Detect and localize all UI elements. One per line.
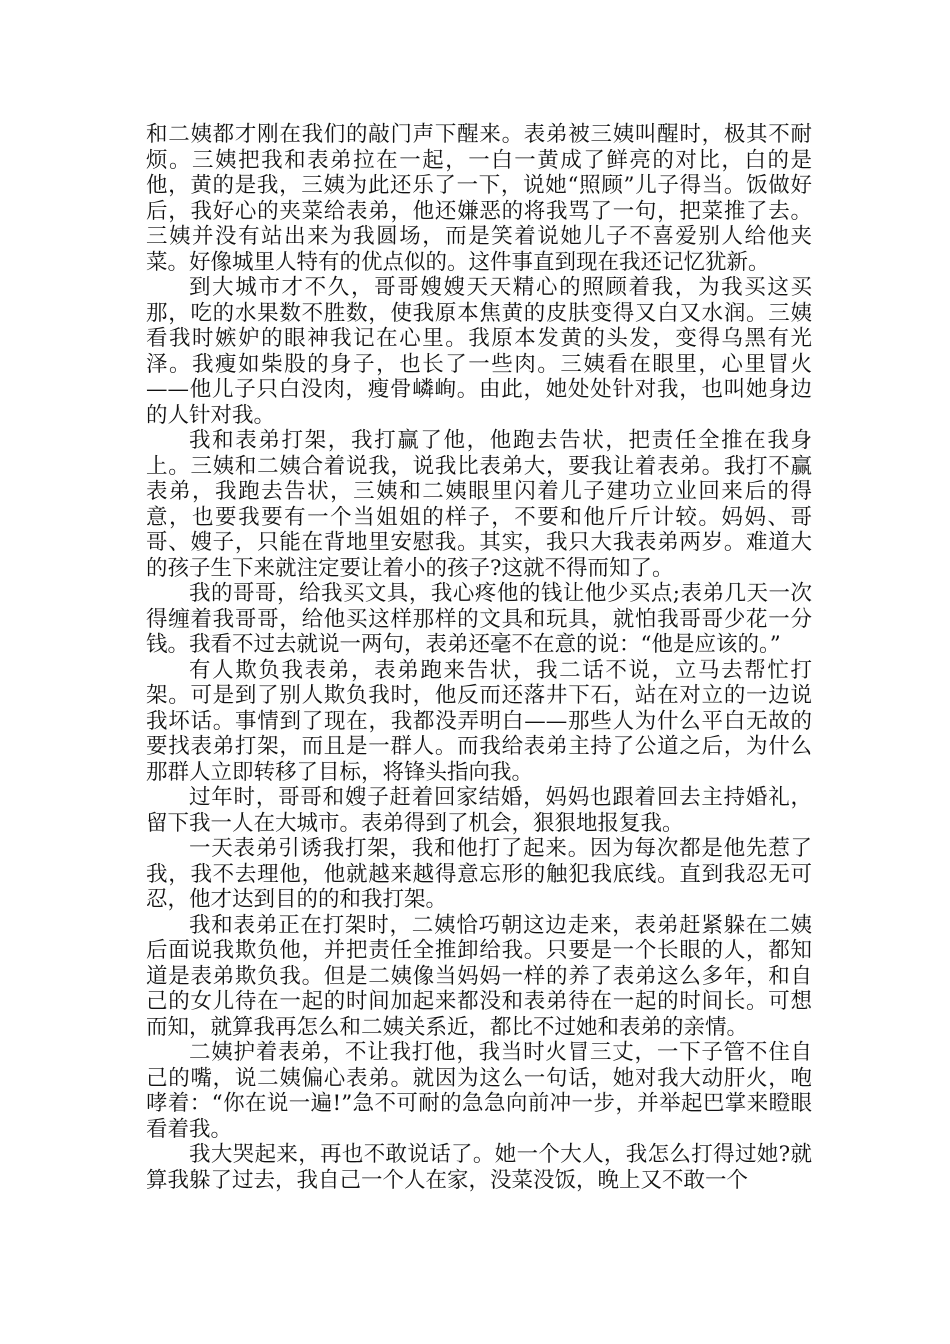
paragraph-6: 过年时，哥哥和嫂子赶着回家结婚，妈妈也跟着回去主持婚礼，留下我一人在大城市。表弟得到了机会，狠狠地报复我。 xyxy=(146,785,812,836)
paragraph-4: 我的哥哥，给我买文具，我心疼他的钱让他少买点;表弟几天一次得缠着我哥哥，给他买这样那样的文具和玩具，就怕我哥哥少花一分钱。我看不过去就说一两句，表弟还毫不在意的说：“他是应该的。” xyxy=(146,581,812,657)
paragraph-3: 我和表弟打架，我打赢了他，他跑去告状，把责任全推在我身上。三姨和二姨合着说我，说我比表弟大，要我让着表弟。我打不赢表弟，我跑去告状，三姨和二姨眼里闪着儿子建功立业回来后的得意，也要我要有一个当姐姐的样子，不要和他斤斤计较。妈妈、哥哥、嫂子，只能在背地里安慰我。其实，我只大我表弟两岁。难道大的孩子生下来就注定要让着小的孩子?这就不得而知了。 xyxy=(146,428,812,581)
paragraph-10: 我大哭起来，再也不敢说话了。她一个大人，我怎么打得过她?就算我躲了过去，我自己一个人在家，没菜没饭，晚上又不敢一个 xyxy=(146,1142,812,1193)
paragraph-7: 一天表弟引诱我打架，我和他打了起来。因为每次都是他先惹了我，我不去理他，他就越来越得意忘形的触犯我底线。直到我忍无可忍，他才达到目的的和我打架。 xyxy=(146,836,812,912)
paragraph-1: 和二姨都才刚在我们的敲门声下醒来。表弟被三姨叫醒时，极其不耐烦。三姨把我和表弟拉在一起，一白一黄成了鲜亮的对比，白的是他，黄的是我，三姨为此还乐了一下，说她“照顾”儿子得当。饭做好后，我好心的夹菜给表弟，他还嫌恶的将我骂了一句，把菜推了去。三姨并没有站出来为我圆场，而是笑着说她儿子不喜爱别人给他夹菜。好像城里人特有的优点似的。这件事直到现在我还记忆犹新。 xyxy=(146,122,812,275)
paragraph-5: 有人欺负我表弟，表弟跑来告状，我二话不说，立马去帮忙打架。可是到了别人欺负我时，他反而还落井下石，站在对立的一边说我坏话。事情到了现在，我都没弄明白——那些人为什么平白无故的要找表弟打架，而且是一群人。而我给表弟主持了公道之后，为什么那群人立即转移了目标，将锋头指向我。 xyxy=(146,657,812,785)
paragraph-8: 我和表弟正在打架时，二姨恰巧朝这边走来，表弟赶紧躲在二姨后面说我欺负他，并把责任全推卸给我。只要是一个长眼的人，都知道是表弟欺负我。但是二姨像当妈妈一样的养了表弟这么多年，和自己的女儿待在一起的时间加起来都没和表弟待在一起的时间长。可想而知，就算我再怎么和二姨关系近，都比不过她和表弟的亲情。 xyxy=(146,912,812,1040)
paragraph-9: 二姨护着表弟，不让我打他，我当时火冒三丈，一下子管不住自己的嘴，说二姨偏心表弟。就因为这么一句话，她对我大动肝火，咆哮着：“你在说一遍!”急不可耐的急急向前冲一步，并举起巴掌来瞪眼看着我。 xyxy=(146,1040,812,1142)
paragraph-2: 到大城市才不久，哥哥嫂嫂天天精心的照顾着我，为我买这买那，吃的水果数不胜数，使我原本焦黄的皮肤变得又白又水润。三姨看我时嫉妒的眼神我记在心里。我原本发黄的头发，变得乌黑有光泽。我瘦如柴股的身子，也长了一些肉。三姨看在眼里，心里冒火——他儿子只白没肉，瘦骨嶙峋。由此，她处处针对我，也叫她身边的人针对我。 xyxy=(146,275,812,428)
document-page xyxy=(146,122,812,1193)
